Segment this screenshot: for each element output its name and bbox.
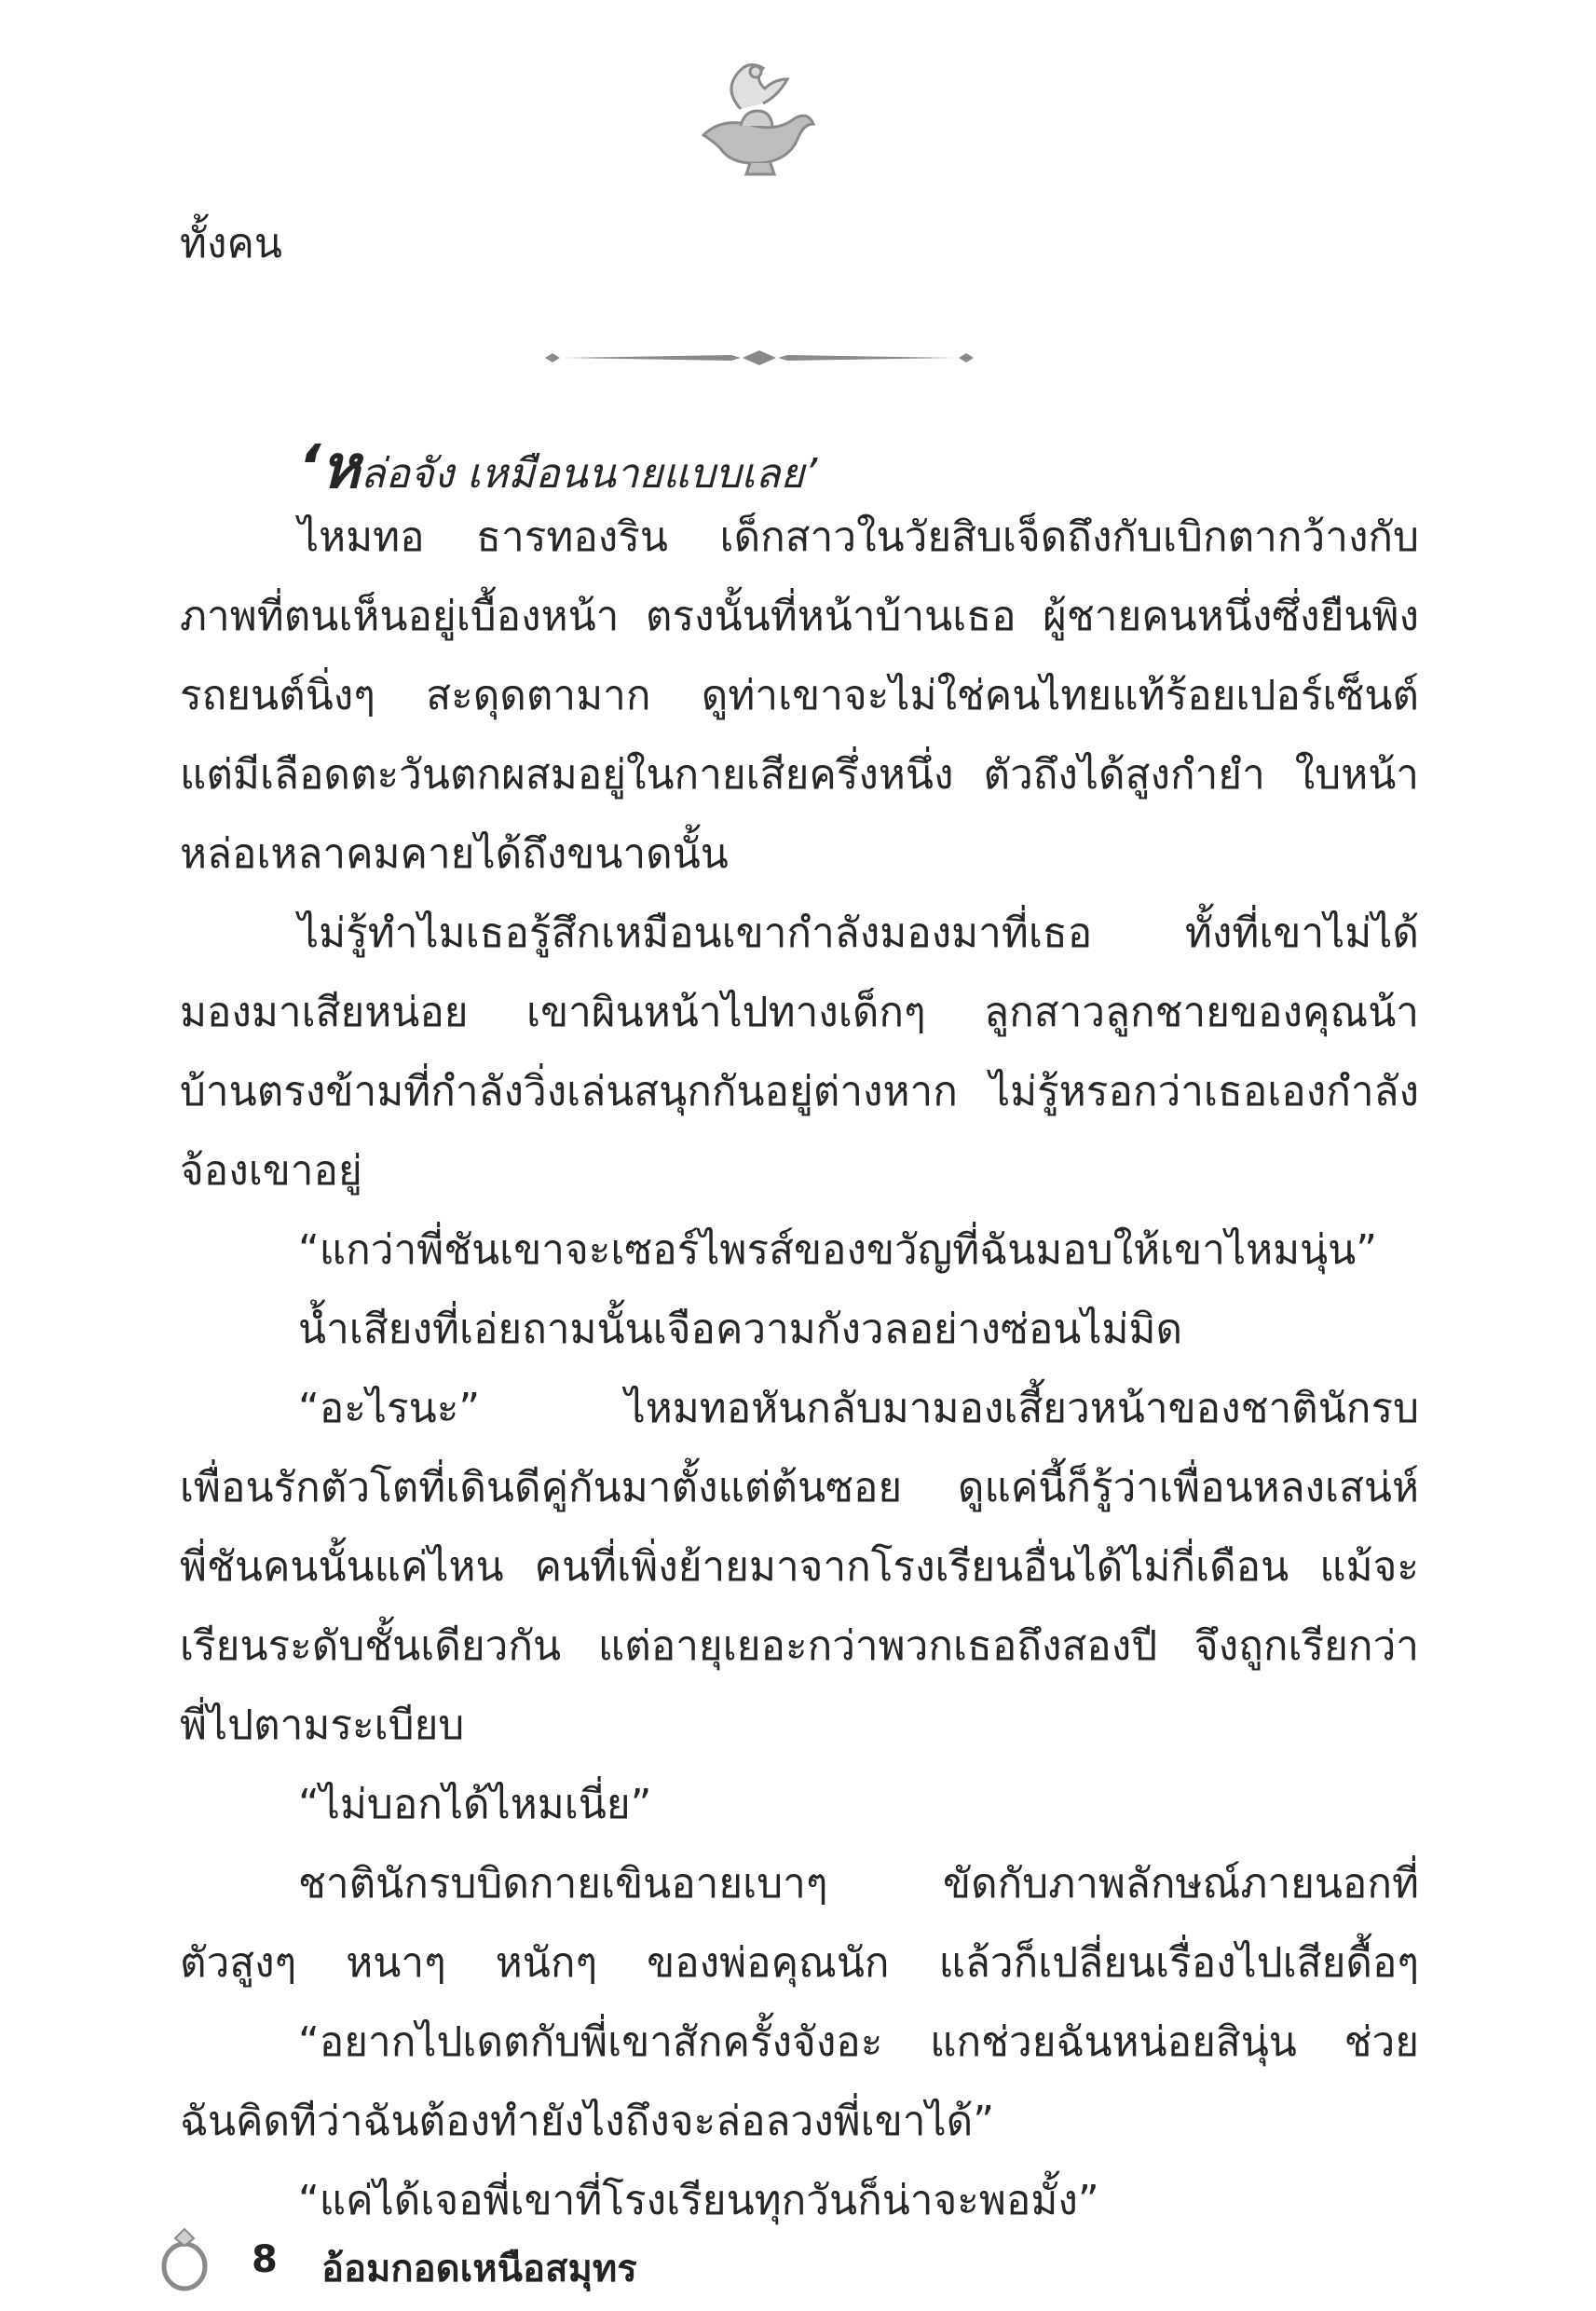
text-line: “อยากไปเดตกับพี่เขาสักครั้งจังอะ แกช่วยฉันหน่อยสินุ่น ช่วย bbox=[298, 2018, 1419, 2066]
text-line: เรียนระดับชั้นเดียวกัน แต่อายุเยอะกว่าพวกเธอถึงสองปี จึงถูกเรียกว่า bbox=[180, 1622, 1419, 1670]
drop-cap: ‘ห bbox=[298, 433, 361, 502]
page-number: 8 bbox=[252, 2238, 278, 2281]
genie-lamp-icon bbox=[685, 51, 825, 182]
ring-icon bbox=[158, 2227, 214, 2292]
text-line: ภาพที่ตนเห็นอยู่เบื้องหน้า ตรงนั้นที่หน้าบ้านเธอ ผู้ชายคนหนึ่งซึ่งยืนพิง bbox=[180, 593, 1419, 640]
text-line: ชาตินักรบบิดกายเขินอายเบาๆ ขัดกับภาพลักษณ์ภายนอกที่ bbox=[298, 1860, 1419, 1908]
text-line: บ้านตรงข้ามที่กำลังวิ่งเล่นสนุกกันอยู่ต่างหาก ไม่รู้หรอกว่าเธอเองกำลัง bbox=[180, 1068, 1419, 1115]
italic-text: ล่อจัง เหมือนนายแบบเลย’ bbox=[360, 450, 818, 498]
text-line: จ้องเขาอยู่ bbox=[180, 1147, 362, 1195]
text-line: หล่อเหลาคมคายได้ถึงขนาดนั้น bbox=[180, 830, 729, 878]
text-line: ตัวสูงๆ หนาๆ หนักๆ ของพ่อคุณนัก แล้วก็เปลี่ยนเรื่องไปเสียดื้อๆ bbox=[180, 1939, 1419, 1987]
text-line: “แกว่าพี่ชันเขาจะเซอร์ไพรส์ของขวัญที่ฉันมอบให้เขาไหมนุ่น” bbox=[298, 1226, 1378, 1274]
book-title: อ้อมกอดเหนือสมุทร bbox=[321, 2248, 637, 2290]
text-line: ไม่รู้ทำไมเธอรู้สึกเหมือนเขากำลังมองมาที่เธอ ทั้งที่เขาไม่ได้ bbox=[298, 909, 1419, 957]
text-line: รถยนต์นิ่งๆ สะดุดตามาก ดูท่าเขาจะไม่ใช่คนไทยแท้ร้อยเปอร์เซ็นต์ bbox=[180, 672, 1419, 719]
text-line: แต่มีเลือดตะวันตกผสมอยู่ในกายเสียครึ่งหนึ่ง ตัวถึงได้สูงกำยำ ใบหน้า bbox=[180, 751, 1419, 799]
text-line: ไหมทอ ธารทองริน เด็กสาวในวัยสิบเจ็ดถึงกับเบิกตากว้างกับ bbox=[298, 513, 1419, 561]
text-line: ทั้งคน bbox=[180, 220, 282, 267]
text-line: พี่ชันคนนั้นแค่ไหน คนที่เพิ่งย้ายมาจากโรงเรียนอื่นได้ไม่กี่เดือน แม้จะ bbox=[180, 1543, 1419, 1591]
ornamental-divider bbox=[545, 347, 974, 369]
text-line: “อะไรนะ” ไหมทอหันกลับมามองเสี้ยวหน้าของชาตินักรบ bbox=[298, 1385, 1419, 1432]
text-line: “ไม่บอกได้ไหมเนี่ย” bbox=[298, 1781, 652, 1828]
text-line: ฉันคิดทีว่าฉันต้องทำยังไงถึงจะล่อลวงพี่เขาได้” bbox=[180, 2098, 995, 2145]
text-line: เพื่อนรักตัวโตที่เดินดีคู่กันมาตั้งแต่ต้นซอย ดูแค่นี้ก็รู้ว่าเพื่อนหลงเสน่ห์ bbox=[180, 1464, 1419, 1511]
text-line: พี่ไปตามระเบียบ bbox=[180, 1702, 465, 1749]
text-line: น้ำเสียงที่เอ่ยถามนั้นเจือความกังวลอย่างซ่อนไม่มิด bbox=[298, 1306, 1183, 1353]
chapter-opening bbox=[298, 433, 1419, 502]
text-line: มองมาเสียหน่อย เขาผินหน้าไปทางเด็กๆ ลูกสาวลูกชายของคุณน้า bbox=[180, 989, 1419, 1036]
text-line: “แค่ได้เจอพี่เขาที่โรงเรียนทุกวันก็น่าจะพอมั้ง” bbox=[298, 2177, 1099, 2224]
